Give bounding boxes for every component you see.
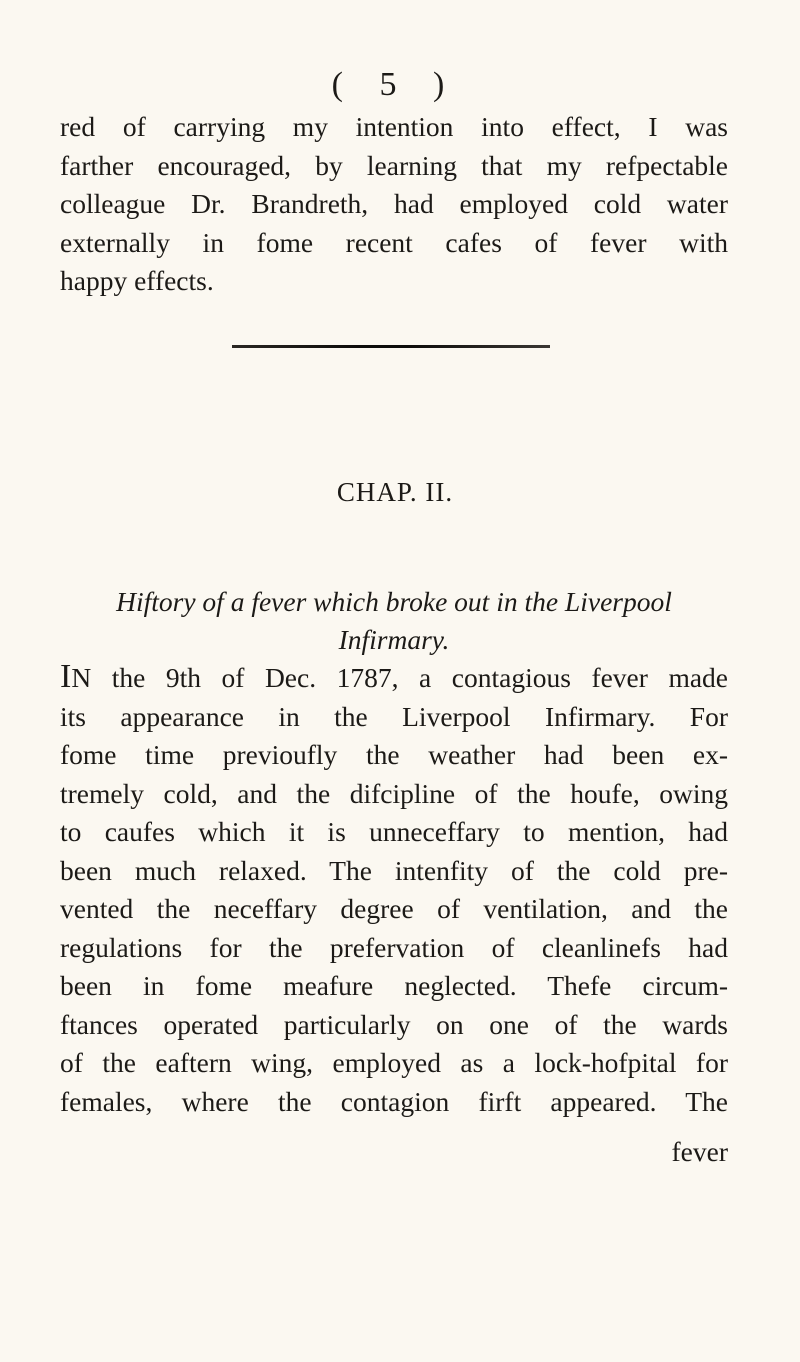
text-line: vented the neceffary degree of ventilation, and the bbox=[60, 893, 728, 924]
text-line: ftances operated particularly on one of the wards bbox=[60, 1008, 728, 1040]
text-line: fome time previoufly the weather had been ex- bbox=[60, 739, 728, 770]
text-line: colleague Dr. Brandreth, had employed cold water bbox=[60, 188, 728, 219]
text-line: been much relaxed. The intenfity of the cold pre- bbox=[60, 854, 728, 886]
first-line-rest: N the 9th of Dec. 1787, a contagious fever made bbox=[71, 662, 728, 693]
text-line: externally in fome recent cafes of fever with bbox=[60, 226, 728, 258]
text-line: happy effects. bbox=[60, 265, 214, 296]
subtitle-line: Infirmary. bbox=[338, 624, 450, 655]
page-number: ( 5 ) bbox=[331, 66, 459, 103]
text-line: its appearance in the Liverpool Infirmary. For bbox=[60, 700, 728, 732]
first-text-line bbox=[60, 658, 728, 698]
chapter-title: CHAP. II. bbox=[336, 477, 454, 507]
section-divider-rule bbox=[232, 345, 550, 348]
subtitle-line: Hiftory of a fever which broke out in the Liverpool bbox=[116, 586, 672, 617]
main-paragraph bbox=[60, 658, 728, 1121]
text-line: red of carrying my intention into effect, I was bbox=[60, 111, 728, 142]
text-line: tremely cold, and the difcipline of the houfe, owing bbox=[60, 777, 728, 809]
initial-letter: I bbox=[60, 658, 72, 695]
text-line: been in fome meafure neglected. Thefe circum- bbox=[60, 970, 728, 1001]
text-line: regulations for the prefervation of cleanlinefs had bbox=[60, 931, 728, 963]
intro-paragraph bbox=[60, 108, 728, 301]
chapter-subtitle bbox=[60, 583, 728, 659]
catchword: fever bbox=[671, 1136, 728, 1167]
text-line: to caufes which it is unneceffary to mention, had bbox=[60, 816, 728, 847]
text-line: of the eaftern wing, employed as a lock-hofpital for bbox=[60, 1047, 728, 1078]
text-line: females, where the contagion firft appeared. The bbox=[60, 1085, 728, 1117]
text-line: farther encouraged, by learning that my refpectable bbox=[60, 149, 728, 181]
